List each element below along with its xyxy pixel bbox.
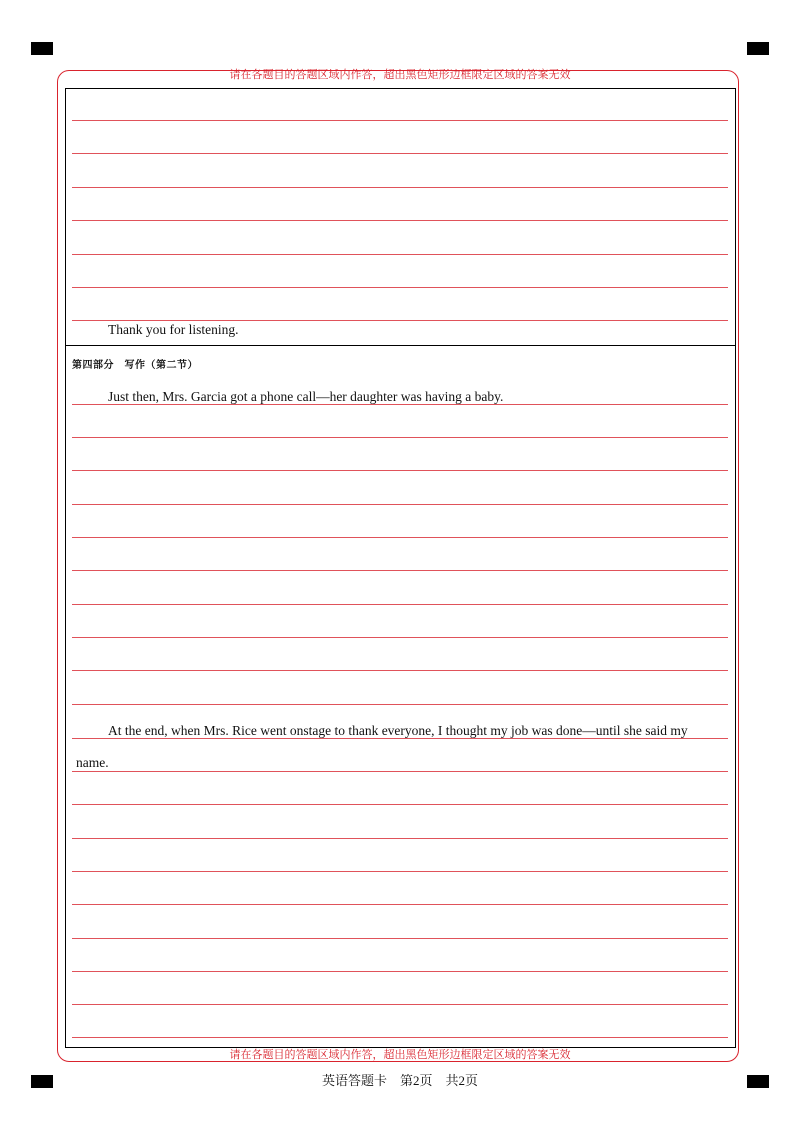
writing-line <box>72 971 728 972</box>
writing-line <box>72 120 728 121</box>
registration-mark-top-right <box>747 42 769 55</box>
writing-line <box>72 1004 728 1005</box>
writing-line <box>72 404 728 405</box>
notice-top: 请在各题目的答题区域内作答，超出黑色矩形边框限定区域的答案无效 <box>229 69 571 81</box>
writing-line <box>72 570 728 571</box>
section-title-part4: 第四部分 写作（第二节） <box>72 360 198 371</box>
writing-line <box>72 670 728 671</box>
writing-line <box>72 637 728 638</box>
writing-line <box>72 804 728 805</box>
writing-line <box>72 153 728 154</box>
writing-line <box>72 771 728 772</box>
writing-line <box>72 504 728 505</box>
writing-line <box>72 838 728 839</box>
writing-line <box>72 871 728 872</box>
writing-line <box>72 187 728 188</box>
writing-line <box>72 704 728 705</box>
writing-line <box>72 437 728 438</box>
writing-line <box>72 287 728 288</box>
notice-bottom: 请在各题目的答题区域内作答，超出黑色矩形边框限定区域的答案无效 <box>229 1049 571 1061</box>
writing-line <box>72 604 728 605</box>
page-footer: 英语答题卡 第2页 共2页 <box>321 1073 478 1088</box>
paragraph2-opening-line1: At the end, when Mrs. Rice went onstage to thank everyone, I thought my job was done—until she said my <box>108 723 688 738</box>
writing-line <box>72 254 728 255</box>
writing-line <box>72 904 728 905</box>
writing-line <box>72 320 728 321</box>
writing-line <box>72 220 728 221</box>
writing-line <box>72 738 728 739</box>
writing-line <box>72 938 728 939</box>
paragraph1-opening: Just then, Mrs. Garcia got a phone call—her daughter was having a baby. <box>108 389 504 404</box>
registration-mark-top-left <box>31 42 53 55</box>
writing-line <box>72 470 728 471</box>
writing-line <box>72 1037 728 1038</box>
section-divider <box>65 345 736 346</box>
closing-line: Thank you for listening. <box>108 322 239 337</box>
paragraph2-opening-line2: name. <box>76 755 109 770</box>
writing-line <box>72 537 728 538</box>
